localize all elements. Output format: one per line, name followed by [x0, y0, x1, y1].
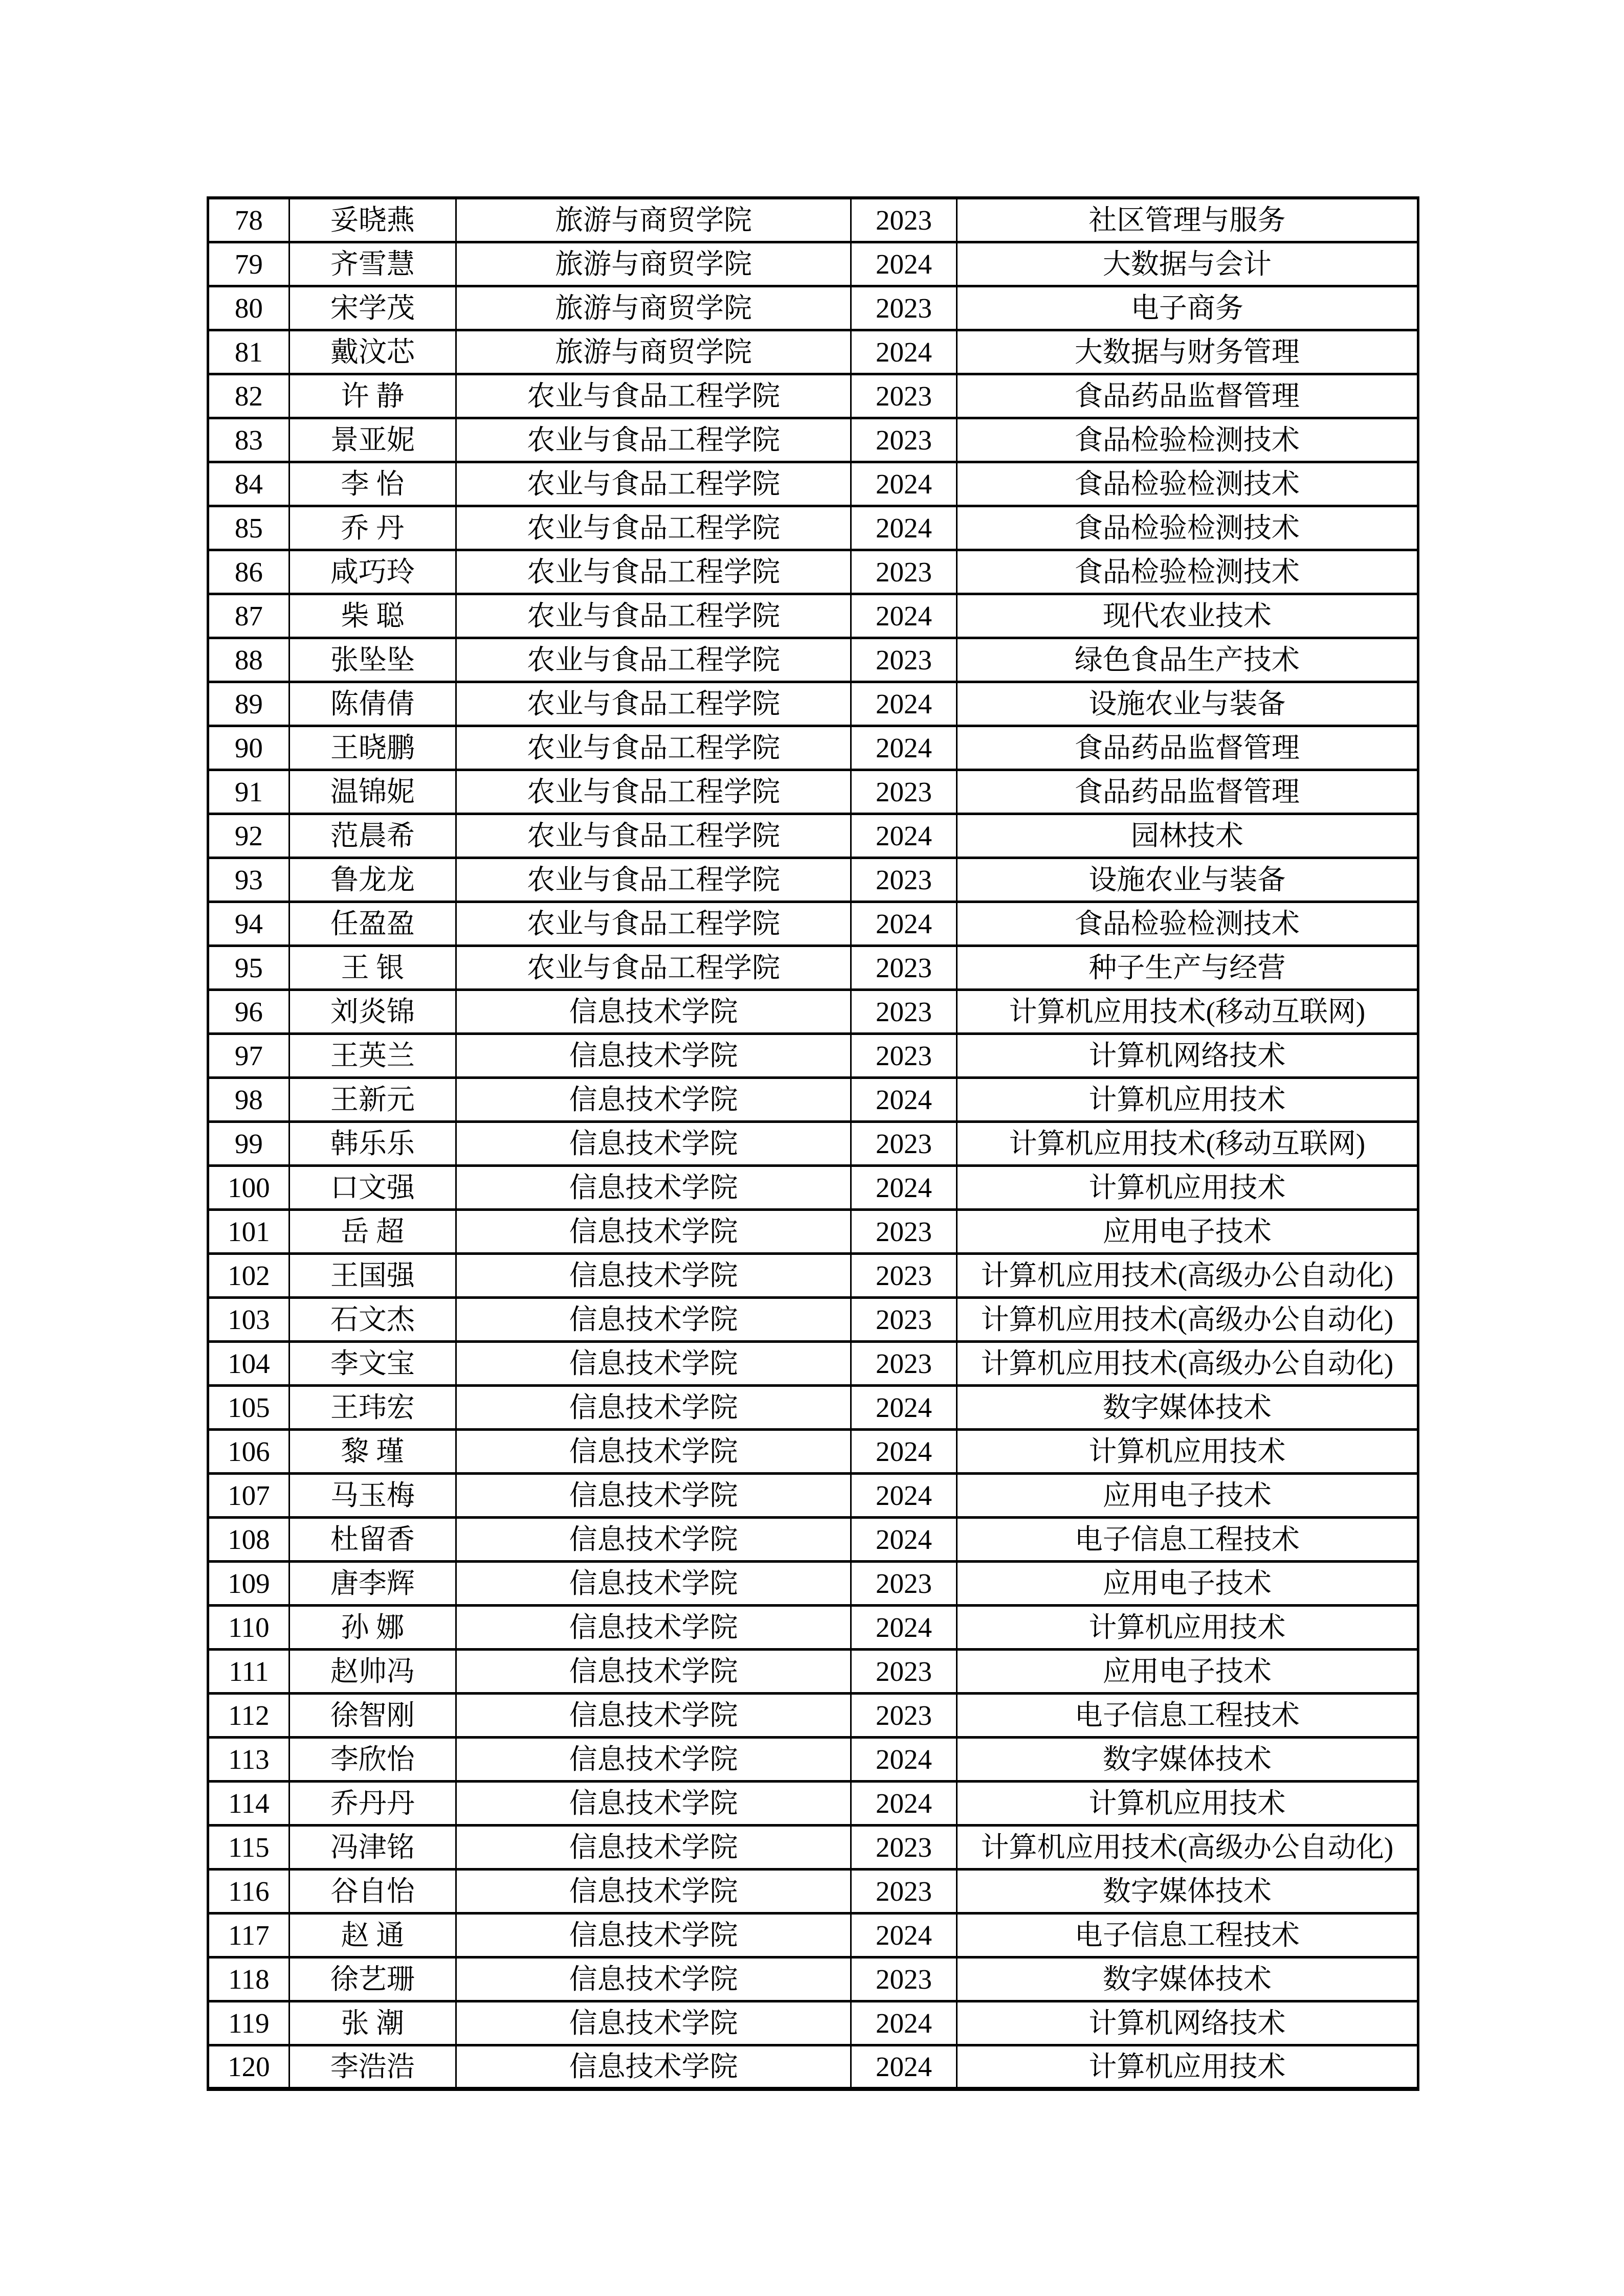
college-cell: 信息技术学院 — [456, 1957, 851, 2001]
year-cell: 2024 — [851, 1429, 957, 1473]
college-cell: 旅游与商贸学院 — [456, 198, 851, 242]
row-number-cell: 113 — [208, 1737, 290, 1781]
major-cell: 绿色食品生产技术 — [956, 638, 1418, 682]
major-cell: 食品检验检测技术 — [956, 550, 1418, 594]
major-cell: 设施农业与装备 — [956, 682, 1418, 726]
major-cell: 数字媒体技术 — [956, 1385, 1418, 1429]
name-cell: 李浩浩 — [289, 2045, 456, 2089]
major-cell: 计算机应用技术(移动互联网) — [956, 989, 1418, 1033]
row-number-cell: 101 — [208, 1209, 290, 1253]
name-cell: 韩乐乐 — [289, 1121, 456, 1165]
table-row — [208, 550, 1418, 594]
row-number-cell: 80 — [208, 286, 290, 330]
year-cell: 2024 — [851, 1781, 957, 1825]
major-cell: 计算机应用技术 — [956, 1429, 1418, 1473]
major-cell: 数字媒体技术 — [956, 1957, 1418, 2001]
major-cell: 现代农业技术 — [956, 594, 1418, 638]
year-cell: 2024 — [851, 1913, 957, 1957]
year-cell: 2024 — [851, 1385, 957, 1429]
table-row — [208, 1561, 1418, 1605]
college-cell: 农业与食品工程学院 — [456, 858, 851, 902]
table-row — [208, 1297, 1418, 1341]
major-cell: 食品检验检测技术 — [956, 902, 1418, 946]
college-cell: 农业与食品工程学院 — [456, 770, 851, 814]
name-cell: 景亚妮 — [289, 418, 456, 462]
row-number-cell: 85 — [208, 506, 290, 550]
year-cell: 2023 — [851, 1693, 957, 1737]
year-cell: 2023 — [851, 1297, 957, 1341]
year-cell: 2023 — [851, 198, 957, 242]
college-cell: 信息技术学院 — [456, 1165, 851, 1209]
table-row — [208, 2045, 1418, 2089]
student-roster-table — [207, 196, 1419, 2091]
major-cell: 数字媒体技术 — [956, 1737, 1418, 1781]
name-cell: 戴汶芯 — [289, 330, 456, 374]
table-row — [208, 902, 1418, 946]
college-cell: 信息技术学院 — [456, 1077, 851, 1121]
major-cell: 食品检验检测技术 — [956, 418, 1418, 462]
name-cell: 刘炎锦 — [289, 989, 456, 1033]
name-cell: 李 怡 — [289, 462, 456, 506]
name-cell: 温锦妮 — [289, 770, 456, 814]
year-cell: 2023 — [851, 1253, 957, 1297]
row-number-cell: 98 — [208, 1077, 290, 1121]
name-cell: 王国强 — [289, 1253, 456, 1297]
year-cell: 2024 — [851, 682, 957, 726]
name-cell: 唐李辉 — [289, 1561, 456, 1605]
row-number-cell: 87 — [208, 594, 290, 638]
table-row — [208, 1209, 1418, 1253]
row-number-cell: 107 — [208, 1473, 290, 1517]
college-cell: 农业与食品工程学院 — [456, 902, 851, 946]
row-number-cell: 82 — [208, 374, 290, 418]
name-cell: 马玉梅 — [289, 1473, 456, 1517]
table-row — [208, 1825, 1418, 1869]
row-number-cell: 92 — [208, 814, 290, 858]
major-cell: 食品检验检测技术 — [956, 506, 1418, 550]
major-cell: 计算机应用技术(高级办公自动化) — [956, 1297, 1418, 1341]
major-cell: 大数据与财务管理 — [956, 330, 1418, 374]
name-cell: 乔 丹 — [289, 506, 456, 550]
year-cell: 2023 — [851, 1957, 957, 2001]
name-cell: 李文宝 — [289, 1341, 456, 1385]
college-cell: 信息技术学院 — [456, 1913, 851, 1957]
college-cell: 信息技术学院 — [456, 1341, 851, 1385]
table-row — [208, 594, 1418, 638]
college-cell: 信息技术学院 — [456, 1693, 851, 1737]
table-row — [208, 1957, 1418, 2001]
year-cell: 2023 — [851, 1825, 957, 1869]
name-cell: 陈倩倩 — [289, 682, 456, 726]
row-number-cell: 95 — [208, 946, 290, 989]
college-cell: 农业与食品工程学院 — [456, 682, 851, 726]
major-cell: 园林技术 — [956, 814, 1418, 858]
year-cell: 2023 — [851, 418, 957, 462]
table-row — [208, 989, 1418, 1033]
table-row — [208, 1781, 1418, 1825]
major-cell: 电子信息工程技术 — [956, 1913, 1418, 1957]
name-cell: 王晓鹏 — [289, 726, 456, 770]
table-row — [208, 462, 1418, 506]
table-row — [208, 682, 1418, 726]
row-number-cell: 97 — [208, 1033, 290, 1077]
row-number-cell: 110 — [208, 1605, 290, 1649]
major-cell: 数字媒体技术 — [956, 1869, 1418, 1913]
major-cell: 食品药品监督管理 — [956, 726, 1418, 770]
name-cell: 宋学茂 — [289, 286, 456, 330]
year-cell: 2023 — [851, 989, 957, 1033]
name-cell: 黎 瑾 — [289, 1429, 456, 1473]
row-number-cell: 94 — [208, 902, 290, 946]
year-cell: 2024 — [851, 1517, 957, 1561]
major-cell: 种子生产与经营 — [956, 946, 1418, 989]
row-number-cell: 99 — [208, 1121, 290, 1165]
year-cell: 2024 — [851, 814, 957, 858]
major-cell: 食品药品监督管理 — [956, 770, 1418, 814]
college-cell: 农业与食品工程学院 — [456, 506, 851, 550]
college-cell: 信息技术学院 — [456, 989, 851, 1033]
major-cell: 食品检验检测技术 — [956, 462, 1418, 506]
name-cell: 赵 通 — [289, 1913, 456, 1957]
name-cell: 赵帅冯 — [289, 1649, 456, 1693]
name-cell: 王玮宏 — [289, 1385, 456, 1429]
row-number-cell: 90 — [208, 726, 290, 770]
year-cell: 2024 — [851, 1473, 957, 1517]
row-number-cell: 81 — [208, 330, 290, 374]
row-number-cell: 102 — [208, 1253, 290, 1297]
name-cell: 咸巧玲 — [289, 550, 456, 594]
major-cell: 计算机应用技术 — [956, 1605, 1418, 1649]
major-cell: 计算机应用技术(高级办公自动化) — [956, 1341, 1418, 1385]
college-cell: 信息技术学院 — [456, 2045, 851, 2089]
row-number-cell: 112 — [208, 1693, 290, 1737]
table-row — [208, 1429, 1418, 1473]
college-cell: 旅游与商贸学院 — [456, 330, 851, 374]
year-cell: 2023 — [851, 1341, 957, 1385]
table-row — [208, 506, 1418, 550]
college-cell: 农业与食品工程学院 — [456, 594, 851, 638]
name-cell: 徐艺珊 — [289, 1957, 456, 2001]
name-cell: 齐雪慧 — [289, 242, 456, 286]
name-cell: 妥晓燕 — [289, 198, 456, 242]
college-cell: 旅游与商贸学院 — [456, 242, 851, 286]
row-number-cell: 91 — [208, 770, 290, 814]
table-row — [208, 1869, 1418, 1913]
name-cell: 范晨希 — [289, 814, 456, 858]
table-row — [208, 858, 1418, 902]
year-cell: 2023 — [851, 1209, 957, 1253]
year-cell: 2024 — [851, 2001, 957, 2045]
year-cell: 2024 — [851, 1165, 957, 1209]
major-cell: 大数据与会计 — [956, 242, 1418, 286]
year-cell: 2023 — [851, 858, 957, 902]
college-cell: 信息技术学院 — [456, 1517, 851, 1561]
year-cell: 2023 — [851, 1869, 957, 1913]
name-cell: 许 静 — [289, 374, 456, 418]
major-cell: 计算机应用技术 — [956, 1781, 1418, 1825]
row-number-cell: 105 — [208, 1385, 290, 1429]
name-cell: 孙 娜 — [289, 1605, 456, 1649]
table-row — [208, 1693, 1418, 1737]
row-number-cell: 78 — [208, 198, 290, 242]
major-cell: 计算机应用技术 — [956, 2045, 1418, 2089]
name-cell: 李欣怡 — [289, 1737, 456, 1781]
row-number-cell: 109 — [208, 1561, 290, 1605]
major-cell: 应用电子技术 — [956, 1561, 1418, 1605]
college-cell: 农业与食品工程学院 — [456, 418, 851, 462]
table-row — [208, 374, 1418, 418]
college-cell: 农业与食品工程学院 — [456, 374, 851, 418]
college-cell: 信息技术学院 — [456, 1121, 851, 1165]
year-cell: 2024 — [851, 902, 957, 946]
college-cell: 信息技术学院 — [456, 1473, 851, 1517]
row-number-cell: 114 — [208, 1781, 290, 1825]
table-row — [208, 1649, 1418, 1693]
major-cell: 电子商务 — [956, 286, 1418, 330]
table-row — [208, 1121, 1418, 1165]
major-cell: 社区管理与服务 — [956, 198, 1418, 242]
major-cell: 计算机应用技术(移动互联网) — [956, 1121, 1418, 1165]
year-cell: 2024 — [851, 1077, 957, 1121]
row-number-cell: 116 — [208, 1869, 290, 1913]
table-row — [208, 770, 1418, 814]
year-cell: 2024 — [851, 1737, 957, 1781]
year-cell: 2023 — [851, 1561, 957, 1605]
major-cell: 计算机应用技术 — [956, 1077, 1418, 1121]
table-row — [208, 814, 1418, 858]
row-number-cell: 103 — [208, 1297, 290, 1341]
name-cell: 王新元 — [289, 1077, 456, 1121]
table-row — [208, 1253, 1418, 1297]
name-cell: 岳 超 — [289, 1209, 456, 1253]
name-cell: 杜留香 — [289, 1517, 456, 1561]
name-cell: 王 银 — [289, 946, 456, 989]
major-cell: 应用电子技术 — [956, 1209, 1418, 1253]
table-row — [208, 726, 1418, 770]
year-cell: 2024 — [851, 330, 957, 374]
name-cell: 徐智刚 — [289, 1693, 456, 1737]
college-cell: 信息技术学院 — [456, 1253, 851, 1297]
table-row — [208, 1077, 1418, 1121]
major-cell: 电子信息工程技术 — [956, 1693, 1418, 1737]
table-row — [208, 1165, 1418, 1209]
row-number-cell: 100 — [208, 1165, 290, 1209]
row-number-cell: 115 — [208, 1825, 290, 1869]
row-number-cell: 93 — [208, 858, 290, 902]
major-cell: 应用电子技术 — [956, 1649, 1418, 1693]
year-cell: 2024 — [851, 242, 957, 286]
table-row — [208, 1913, 1418, 1957]
table-row — [208, 1341, 1418, 1385]
major-cell: 计算机网络技术 — [956, 1033, 1418, 1077]
row-number-cell: 79 — [208, 242, 290, 286]
year-cell: 2023 — [851, 1649, 957, 1693]
major-cell: 应用电子技术 — [956, 1473, 1418, 1517]
row-number-cell: 84 — [208, 462, 290, 506]
major-cell: 计算机应用技术 — [956, 1165, 1418, 1209]
table-row — [208, 418, 1418, 462]
name-cell: 冯津铭 — [289, 1825, 456, 1869]
year-cell: 2024 — [851, 1605, 957, 1649]
college-cell: 信息技术学院 — [456, 1825, 851, 1869]
table-row — [208, 1737, 1418, 1781]
name-cell: 口文强 — [289, 1165, 456, 1209]
row-number-cell: 96 — [208, 989, 290, 1033]
college-cell: 信息技术学院 — [456, 2001, 851, 2045]
name-cell: 张坠坠 — [289, 638, 456, 682]
table-row — [208, 242, 1418, 286]
year-cell: 2023 — [851, 638, 957, 682]
row-number-cell: 119 — [208, 2001, 290, 2045]
year-cell: 2023 — [851, 770, 957, 814]
college-cell: 信息技术学院 — [456, 1297, 851, 1341]
row-number-cell: 106 — [208, 1429, 290, 1473]
row-number-cell: 83 — [208, 418, 290, 462]
table-row — [208, 330, 1418, 374]
year-cell: 2023 — [851, 946, 957, 989]
table-row — [208, 1473, 1418, 1517]
row-number-cell: 120 — [208, 2045, 290, 2089]
name-cell: 鲁龙龙 — [289, 858, 456, 902]
name-cell: 石文杰 — [289, 1297, 456, 1341]
name-cell: 谷自怡 — [289, 1869, 456, 1913]
college-cell: 农业与食品工程学院 — [456, 462, 851, 506]
table-row — [208, 638, 1418, 682]
major-cell: 计算机应用技术(高级办公自动化) — [956, 1825, 1418, 1869]
year-cell: 2024 — [851, 726, 957, 770]
major-cell: 计算机网络技术 — [956, 2001, 1418, 2045]
row-number-cell: 89 — [208, 682, 290, 726]
college-cell: 信息技术学院 — [456, 1605, 851, 1649]
table-row — [208, 286, 1418, 330]
college-cell: 信息技术学院 — [456, 1737, 851, 1781]
table-row — [208, 1517, 1418, 1561]
college-cell: 农业与食品工程学院 — [456, 550, 851, 594]
major-cell: 电子信息工程技术 — [956, 1517, 1418, 1561]
college-cell: 信息技术学院 — [456, 1385, 851, 1429]
row-number-cell: 108 — [208, 1517, 290, 1561]
name-cell: 任盈盈 — [289, 902, 456, 946]
name-cell: 王英兰 — [289, 1033, 456, 1077]
college-cell: 信息技术学院 — [456, 1033, 851, 1077]
row-number-cell: 104 — [208, 1341, 290, 1385]
year-cell: 2023 — [851, 286, 957, 330]
row-number-cell: 118 — [208, 1957, 290, 2001]
table-row — [208, 946, 1418, 989]
table-row — [208, 198, 1418, 242]
year-cell: 2024 — [851, 462, 957, 506]
college-cell: 信息技术学院 — [456, 1209, 851, 1253]
table-row — [208, 1385, 1418, 1429]
year-cell: 2023 — [851, 374, 957, 418]
college-cell: 农业与食品工程学院 — [456, 814, 851, 858]
college-cell: 信息技术学院 — [456, 1429, 851, 1473]
major-cell: 设施农业与装备 — [956, 858, 1418, 902]
college-cell: 旅游与商贸学院 — [456, 286, 851, 330]
college-cell: 信息技术学院 — [456, 1781, 851, 1825]
year-cell: 2023 — [851, 1121, 957, 1165]
name-cell: 柴 聪 — [289, 594, 456, 638]
row-number-cell: 86 — [208, 550, 290, 594]
year-cell: 2023 — [851, 1033, 957, 1077]
row-number-cell: 88 — [208, 638, 290, 682]
year-cell: 2024 — [851, 594, 957, 638]
major-cell: 食品药品监督管理 — [956, 374, 1418, 418]
year-cell: 2023 — [851, 550, 957, 594]
year-cell: 2024 — [851, 506, 957, 550]
table-row — [208, 1605, 1418, 1649]
row-number-cell: 111 — [208, 1649, 290, 1693]
college-cell: 农业与食品工程学院 — [456, 638, 851, 682]
table-row — [208, 1033, 1418, 1077]
row-number-cell: 117 — [208, 1913, 290, 1957]
table-row — [208, 2001, 1418, 2045]
college-cell: 信息技术学院 — [456, 1649, 851, 1693]
college-cell: 信息技术学院 — [456, 1561, 851, 1605]
college-cell: 农业与食品工程学院 — [456, 726, 851, 770]
year-cell: 2024 — [851, 2045, 957, 2089]
college-cell: 信息技术学院 — [456, 1869, 851, 1913]
name-cell: 张 潮 — [289, 2001, 456, 2045]
name-cell: 乔丹丹 — [289, 1781, 456, 1825]
college-cell: 农业与食品工程学院 — [456, 946, 851, 989]
major-cell: 计算机应用技术(高级办公自动化) — [956, 1253, 1418, 1297]
